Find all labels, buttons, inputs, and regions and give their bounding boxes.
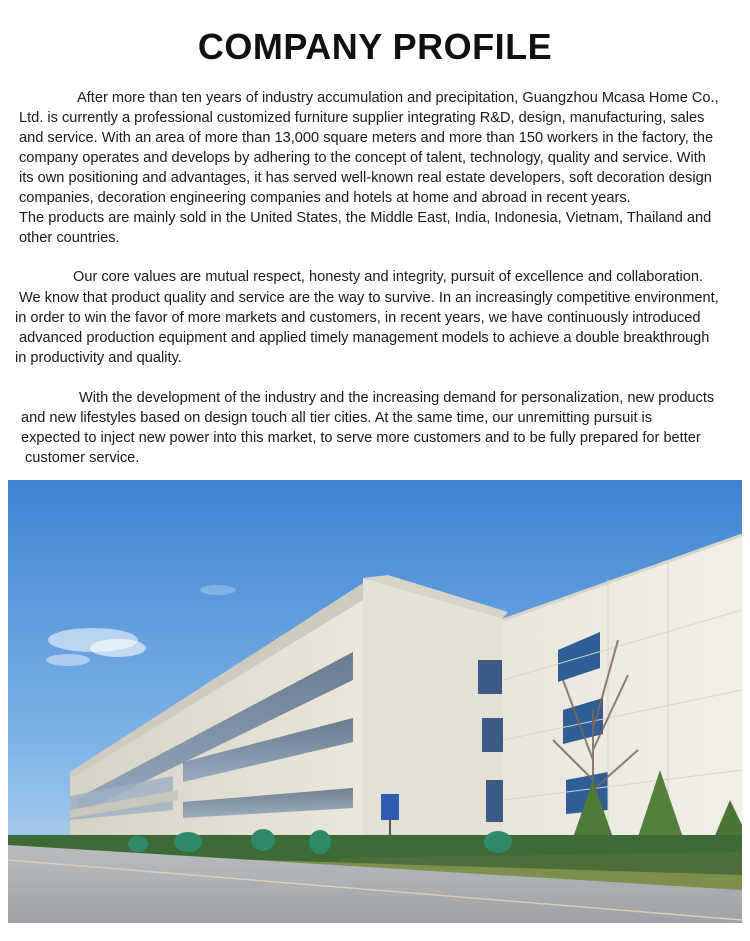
paragraph-line: We know that product quality and service are the way to survive. In an increasingly competitive environment, xyxy=(19,290,719,306)
paragraph-line: The products are mainly sold in the United States, the Middle East, India, Indonesia, Vietnam, Thailand and xyxy=(19,210,712,226)
paragraph-line: customer service. xyxy=(25,450,140,466)
paragraph-line: company operates and develops by adhering to the concept of talent, technology, quality and service. With xyxy=(19,150,706,166)
paragraph-line: companies, decoration engineering companies and hotels at home and abroad in recent years. xyxy=(19,190,631,206)
paragraph-line: in productivity and quality. xyxy=(15,350,182,366)
paragraph-line: After more than ten years of industry accumulation and precipitation, Guangzhou Mcasa Home Co., xyxy=(77,90,719,106)
paragraph-line: Our core values are mutual respect, honesty and integrity, pursuit of excellence and collaboration. xyxy=(73,269,704,285)
paragraph-line: other countries. xyxy=(19,230,120,246)
paragraph-line: and service. With an area of more than 13,000 square meters and more than 150 workers in the factory, the xyxy=(19,130,714,146)
page-title: COMPANY PROFILE xyxy=(197,26,553,67)
paragraph-line: in order to win the favor of more markets and customers, in recent years, we have continuously introduced xyxy=(15,310,701,326)
paragraph-line: With the development of the industry and the increasing demand for personalization, new products xyxy=(79,390,715,406)
paragraph-line: advanced production equipment and applied timely management models to achieve a double breakthrough xyxy=(19,330,710,346)
factory-building-photo xyxy=(8,480,742,923)
paragraph-line: expected to inject new power into this market, to serve more customers and to be fully prepared for better xyxy=(21,430,701,446)
paragraph-line: and new lifestyles based on design touch all tier cities. At the same time, our unremitting pursuit is xyxy=(21,410,653,426)
paragraph-line: Ltd. is currently a professional customized furniture supplier integrating R&D, design, manufacturing, sales xyxy=(19,110,705,126)
paragraph-line: its own positioning and advantages, it has served well-known real estate developers, soft decoration design xyxy=(19,170,712,186)
